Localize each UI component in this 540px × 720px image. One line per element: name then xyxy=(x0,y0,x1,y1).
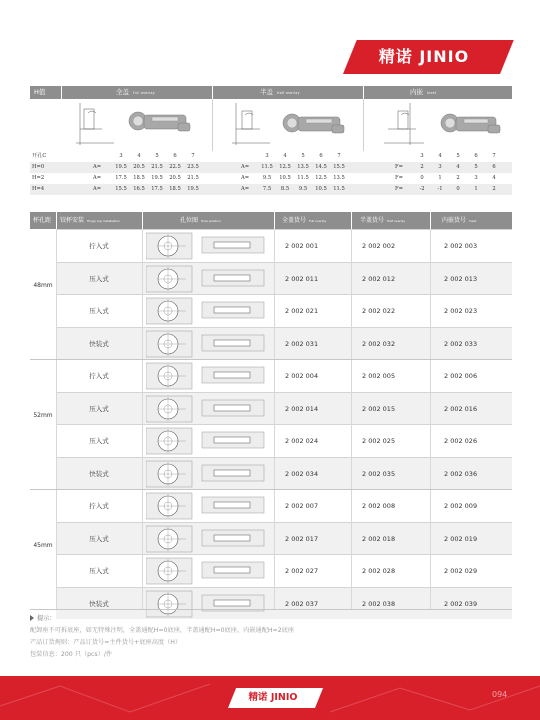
full-overlay-code: 2 002 014 xyxy=(285,404,319,413)
hole-position-diagram xyxy=(146,557,286,585)
install-type: 压入式 xyxy=(89,404,109,413)
hole-position-diagram xyxy=(146,395,286,423)
install-type: 快装式 xyxy=(89,339,109,348)
full-overlay-diagram xyxy=(74,99,204,151)
hole-position-diagram xyxy=(146,525,286,553)
half-overlay-code: 2 002 035 xyxy=(362,469,396,478)
half-overlay-code: 2 002 012 xyxy=(362,274,396,283)
full-overlay-code: 2 002 024 xyxy=(285,437,319,445)
note-line: 产品订货规则：产品订货号=主件货号+底座高度（H） xyxy=(30,639,182,646)
overlay-diagrams xyxy=(30,99,512,151)
header-install: 铰杯安装 Hinge cup installation xyxy=(60,217,120,224)
table-row xyxy=(56,327,512,360)
spec-section-half: 半盖 Half overlay xyxy=(260,88,300,96)
notes-title: 提示： xyxy=(30,613,510,625)
c-value: 5 xyxy=(301,153,305,159)
inset-code: 2 002 013 xyxy=(444,274,478,283)
overlay-spec-table xyxy=(30,86,512,204)
install-type: 拧入式 xyxy=(89,372,109,380)
install-type: 压入式 xyxy=(89,307,109,315)
product-table-header xyxy=(30,212,512,229)
install-type: 压入式 xyxy=(89,274,109,283)
install-type: 压入式 xyxy=(89,437,109,445)
notes-section xyxy=(30,613,510,661)
table-row xyxy=(56,392,512,425)
spec-header xyxy=(30,86,512,99)
install-type: 压入式 xyxy=(89,534,109,543)
table-row xyxy=(56,522,512,555)
install-type: 拧入式 xyxy=(89,502,109,510)
table-row xyxy=(56,359,512,392)
header-inset: 内嵌货号 Inset xyxy=(442,217,477,224)
hole-c-label: 开孔C xyxy=(32,153,47,159)
group-label-52: 52mm xyxy=(33,412,53,419)
inset-code: 2 002 039 xyxy=(444,599,478,608)
inset-code: 2 002 009 xyxy=(444,502,478,510)
table-row xyxy=(56,262,512,295)
hole-position-diagram xyxy=(146,492,286,520)
group-label-48: 48mm xyxy=(33,282,53,289)
hole-position-diagram xyxy=(146,460,286,488)
header-full: 全盖货号 Full overlay xyxy=(282,217,327,224)
hole-position-diagram xyxy=(146,265,286,293)
full-overlay-code: 2 002 031 xyxy=(285,339,319,348)
inset-diagram xyxy=(380,99,512,151)
brand-logo-text: 精诺 JINIO xyxy=(378,47,470,66)
c-value: 3 xyxy=(420,153,424,159)
c-value: 3 xyxy=(119,153,123,159)
note-line: 配卸座不可拆底座，如无特殊注明，全盖通配H=0底座，半盖通配H=0底座，内嵌通配H=2底座 xyxy=(30,627,295,634)
full-overlay-code: 2 002 034 xyxy=(285,469,319,478)
inset-code: 2 002 036 xyxy=(444,469,478,478)
inset-code: 2 002 016 xyxy=(444,404,478,413)
page-number: 094 xyxy=(492,690,508,699)
half-overlay-code: 2 002 005 xyxy=(362,372,396,380)
c-value: 7 xyxy=(492,153,496,159)
c-value: 6 xyxy=(474,153,478,159)
spec-row-h0: H=0 A= 19.5 20.5 21.5 22.5 23.5 A= 11.5 12.5 13.5 14.5 15.5 F= 2 3 4 5 6 xyxy=(30,162,512,173)
full-overlay-code: 2 002 017 xyxy=(285,534,319,543)
half-overlay-code: 2 002 002 xyxy=(362,242,396,250)
spec-row-h4: H=4 A= 15.5 16.5 17.5 18.5 19.5 A= 7.5 8.5 9.5 10.5 11.5 F= -2 -1 0 1 2 xyxy=(30,184,512,195)
table-row xyxy=(56,229,512,262)
group-label-45: 45mm xyxy=(33,542,53,549)
hole-c-row xyxy=(30,151,512,162)
install-type: 快装式 xyxy=(89,599,109,608)
full-overlay-code: 2 002 021 xyxy=(285,307,319,315)
c-value: 7 xyxy=(337,153,341,159)
c-value: 5 xyxy=(456,153,460,159)
table-row xyxy=(56,489,512,522)
c-value: 5 xyxy=(155,153,159,159)
full-overlay-code: 2 002 007 xyxy=(285,502,319,510)
inset-code: 2 002 023 xyxy=(444,307,478,315)
header-hole: 孔位图 Hole position xyxy=(180,217,221,224)
install-type: 拧入式 xyxy=(89,242,109,250)
inset-code: 2 002 029 xyxy=(444,567,478,575)
full-overlay-code: 2 002 037 xyxy=(285,599,319,608)
full-overlay-code: 2 002 011 xyxy=(285,274,319,283)
table-row xyxy=(56,457,512,490)
h-value-label: H值 xyxy=(34,88,46,96)
c-value: 4 xyxy=(283,153,287,159)
c-value: 6 xyxy=(319,153,323,159)
table-row xyxy=(56,294,512,327)
hole-position-diagram xyxy=(146,232,286,260)
footer-bar xyxy=(0,676,540,720)
install-type: 压入式 xyxy=(89,567,109,575)
half-overlay-code: 2 002 025 xyxy=(362,437,396,445)
install-type: 快装式 xyxy=(89,469,109,478)
hole-position-diagram xyxy=(146,297,286,325)
spec-section-inset: 内嵌 Inset xyxy=(410,88,437,96)
hole-position-diagram xyxy=(146,427,286,455)
c-value: 4 xyxy=(137,153,141,159)
spec-row-h2: H=2 A= 17.5 18.5 19.5 20.5 21.5 A= 9.5 10.5 11.5 12.5 13.5 F= 0 1 2 3 4 xyxy=(32,175,496,181)
c-value: 6 xyxy=(173,153,177,159)
header-half: 半盖货号 Half overlay xyxy=(360,217,406,224)
spec-section-full: 全盖 Full overlay xyxy=(116,88,155,96)
inset-code: 2 002 006 xyxy=(444,372,478,380)
hole-position-diagram xyxy=(146,330,286,358)
inset-code: 2 002 019 xyxy=(444,534,478,543)
c-value: 4 xyxy=(438,153,442,159)
c-value: 7 xyxy=(191,153,195,159)
full-overlay-code: 2 002 027 xyxy=(285,567,319,575)
hole-position-diagram xyxy=(146,362,286,390)
half-overlay-code: 2 002 032 xyxy=(362,339,396,348)
half-overlay-code: 2 002 038 xyxy=(362,599,396,608)
inset-code: 2 002 026 xyxy=(444,437,478,445)
triangle-bullet-icon xyxy=(30,615,34,621)
table-row xyxy=(56,554,512,587)
brand-logo xyxy=(343,40,500,74)
footer-brand-logo xyxy=(228,688,315,708)
footer-brand-text: 精诺 JINIO xyxy=(248,692,298,703)
inset-code: 2 002 033 xyxy=(444,339,478,348)
c-value: 3 xyxy=(265,153,269,159)
half-overlay-code: 2 002 015 xyxy=(362,404,396,413)
half-overlay-code: 2 002 022 xyxy=(362,307,396,315)
half-overlay-code: 2 002 008 xyxy=(362,502,396,510)
table-row xyxy=(56,424,512,457)
half-overlay-code: 2 002 018 xyxy=(362,534,396,543)
half-overlay-code: 2 002 028 xyxy=(362,567,396,575)
note-line: 包装信息：200 只（pcs）/件 xyxy=(30,651,113,658)
product-code-table xyxy=(30,212,512,610)
full-overlay-code: 2 002 004 xyxy=(285,372,319,380)
header-spacing: 杯孔距 xyxy=(33,217,52,224)
half-overlay-diagram xyxy=(230,99,360,151)
full-overlay-code: 2 002 001 xyxy=(285,242,319,250)
inset-code: 2 002 003 xyxy=(444,242,478,250)
